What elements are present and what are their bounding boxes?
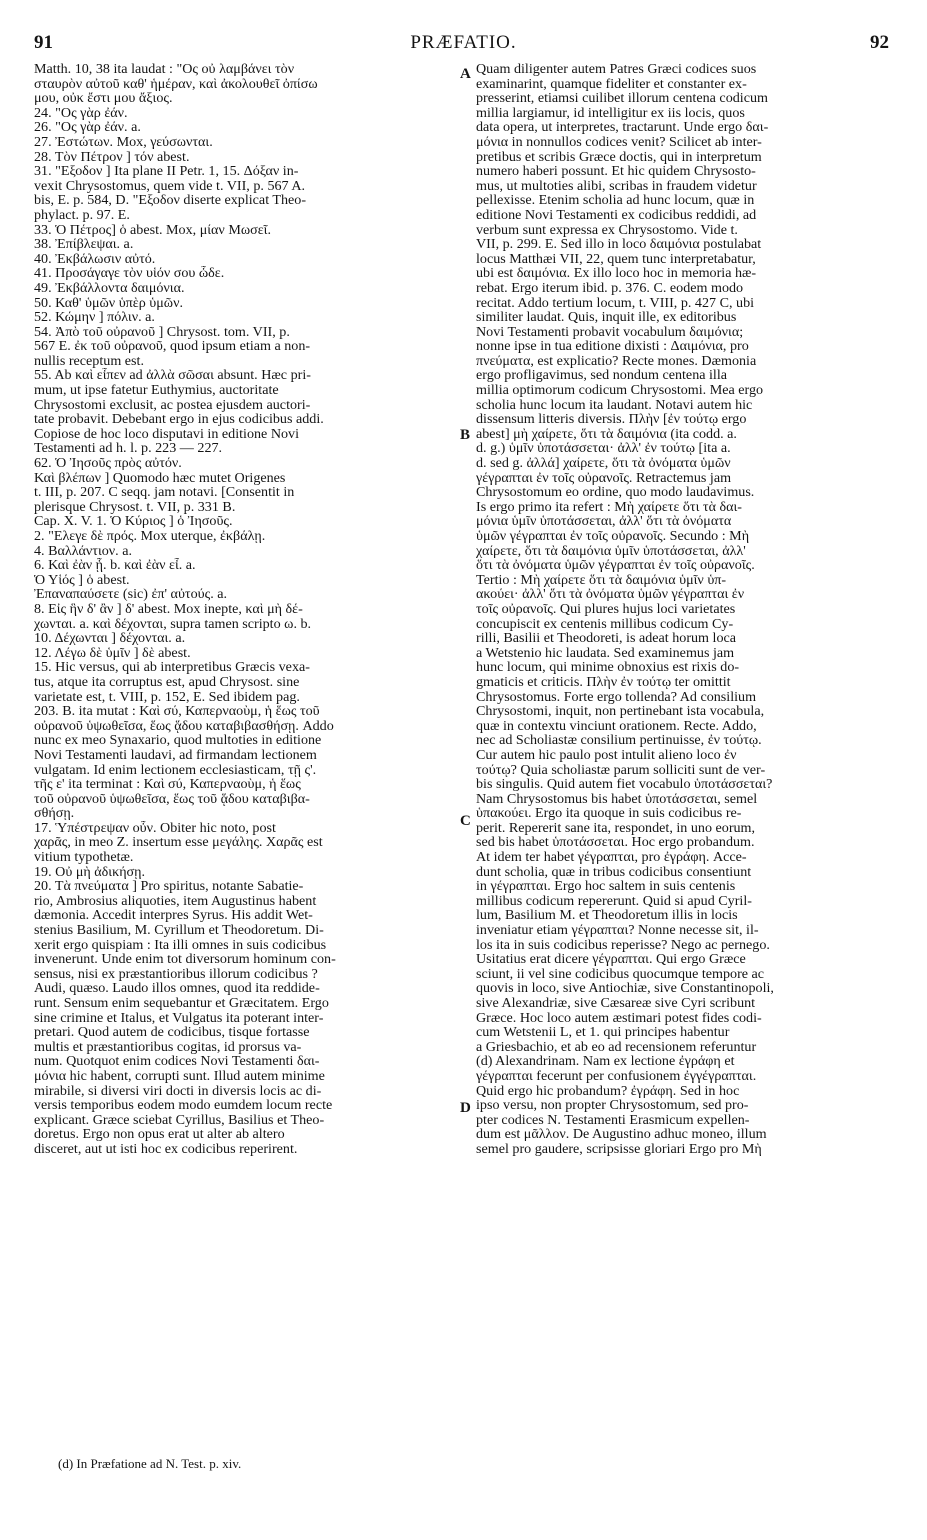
text-line: similiter laudat. Quis, inquit ille, ex editoribus xyxy=(476,310,737,325)
text-line: editione Novi Testamenti ex codicibus reddidi, ad xyxy=(476,207,757,223)
text-line: los ita in suis codicibus reperisse? Nego ac pernego. xyxy=(476,937,770,953)
text-line: ergo profligavimus, sed nondum centena illa xyxy=(476,368,728,384)
text-line: Novi Testamenti probavit vocabulum δαιμόνια; xyxy=(476,324,744,340)
text-line: nonne ipse in tua editione dixisti : Δαιμόνια, pro xyxy=(476,339,749,354)
text-line: 40. Ἐκβάλωσιν αὐτό. xyxy=(34,251,156,267)
text-line: concupiscit ex centenis millibus codicum Cy- xyxy=(476,616,734,632)
left-column xyxy=(34,62,464,1440)
text-line: xerit ergo quispiam : Ita illi omnes in suis codicibus xyxy=(34,937,327,953)
text-line: Καὶ βλέπων ] Quomodo hæc mutet Origenes xyxy=(34,470,286,486)
text-line: plerisque Chrysost. t. VII, p. 331 B. xyxy=(34,499,236,515)
text-line: μου, οὐκ ἔστι μου ἄξιος. xyxy=(34,91,173,106)
text-line: τούτῳ? Quia scholiastæ parum solliciti sunt de ver- xyxy=(476,762,766,778)
text-line: rilli, Basilii et Theodoreti, is adeat horum loca xyxy=(476,631,737,646)
text-line: numero haberi possunt. Et hic quidem Chrysosto- xyxy=(476,164,756,179)
text-line: presserint, etiamsi cuilibet illorum centena codicum xyxy=(476,91,768,106)
text-line: pter codices N. Testamenti Erasmicum expellen- xyxy=(476,1112,750,1128)
text-line: 27. Ἐστώτων. Mox, γεύσωνται. xyxy=(34,134,213,150)
text-line: dum est μᾶλλον. De Augustino adhuc moneo, illum xyxy=(476,1127,767,1142)
margin-letter-c: C xyxy=(460,813,471,829)
text-line: gmaticis et criticis. Πλὴν ἐν τούτῳ ter omittit xyxy=(476,674,731,690)
text-line: hunc locum, qui minime obnoxius est rixis do- xyxy=(476,660,740,675)
text-line: 62. Ὁ Ἰησοῦς πρὸς αὐτόν. xyxy=(34,456,182,471)
text-line: VII, p. 299. E. Sed illo in loco δαιμόνια postulabat xyxy=(476,237,762,252)
text-line: 6. Καὶ ἐὰν ᾖ. b. καὶ ἐὰν εἶ. a. xyxy=(34,558,196,573)
text-line: recitat. Addo tertium locum, t. VIII, p. 427 C, ubi xyxy=(476,295,755,311)
text-line: tate probavit. Debebant ergo in ejus codicibus addi. xyxy=(34,412,324,427)
text-line: 8. Εἰς ἣν δ' ἂν ] δ' abest. Mox inepte, καὶ μὴ δέ- xyxy=(34,601,303,617)
text-line: 50. Καθ' ὑμῶν ὑπὲρ ὑμῶν. xyxy=(34,295,183,311)
text-line: 38. Ἐπίβλεψαι. a. xyxy=(34,237,134,252)
text-line: χαίρετε, ὅτι τὰ δαιμόνια ὑμῖν ὑποτάσσεται, ἀλλ' xyxy=(476,543,746,559)
text-line: Ὁ Υἱός ] ὁ abest. xyxy=(34,572,130,588)
text-line: millibus codicum repererunt. Quid si apud Cyril- xyxy=(476,893,752,909)
text-line: Cur autem hic paulo post intulit alieno loco ἐν xyxy=(476,747,737,763)
text-line: a Wetstenio hic laudata. Sed examinemus jam xyxy=(476,645,735,661)
text-line: mirabile, si diversi viri docti in diversis locis ac di- xyxy=(34,1083,322,1099)
text-line: 12. Λέγω δὲ ὑμῖν ] δὲ abest. xyxy=(34,645,191,661)
right-column xyxy=(476,62,896,1440)
text-line: Quam diligenter autem Patres Græci codices suos xyxy=(476,62,757,77)
text-line: σταυρὸν αὐτοῦ καθ' ἡμέραν, καὶ ἀκολουθεῖ ὀπίσω xyxy=(34,76,318,92)
text-line: 49. Ἐκβάλλοντα δαιμόνια. xyxy=(34,280,185,296)
text-line: At idem ter habet γέγραπται, pro ἐγράφη. Acce- xyxy=(476,850,747,865)
margin-letter-a: A xyxy=(460,66,471,82)
text-line: 15. Hic versus, qui ab interpretibus Græcis vexa- xyxy=(34,660,310,675)
text-line: ακούει· ἀλλ' ὅτι τὰ ὀνόματα ὑμῶν γέγραπται ἐν xyxy=(476,587,745,602)
text-line: γέγραπται fecerunt per confusionem ἐγγέγραπται. xyxy=(476,1068,757,1084)
text-line: 31. "Εξοδον ] Ita plane II Petr. 1, 15. Δόξαν in- xyxy=(34,164,299,179)
text-line: 567 E. ἐκ τοῦ οὐρανοῦ, quod ipsum etiam a non- xyxy=(34,339,311,354)
text-line: bis singulis. Quid autem fiet vocabulo ὑποτάσσεται? xyxy=(476,777,773,792)
text-line: Testamenti ad h. l. p. 223 — 227. xyxy=(34,441,223,457)
text-line: τοῖς οὐρανοῖς. Qui plures hujus loci varietates xyxy=(476,601,736,617)
text-line: Novi Testamenti laudavi, ad firmandam lectionem xyxy=(34,747,317,763)
text-line: quæ in contextu vinciunt orationem. Recte. Addo, xyxy=(476,718,757,734)
text-line: 20. Τὰ πνεύματα ] Pro spiritus, notante Sabatie- xyxy=(34,879,304,894)
text-line: nunc ex meo Synaxario, quod multoties in editione xyxy=(34,733,322,748)
margin-letter-d: D xyxy=(460,1100,471,1116)
text-line: Chrysostomus. Forte ergo tollenda? Ad consilium xyxy=(476,689,757,705)
text-line: μόνια in nonnullos codices venit? Scilicet ab inter- xyxy=(476,134,762,150)
text-line: μόνια hic habent, corrupti sunt. Illud autem minime xyxy=(34,1068,325,1084)
text-line: millia largiamur, id intelligitur ex iis locis, quos xyxy=(476,105,745,121)
text-line: semel pro gaudere, scripsisse gloriari Ergo pro Μὴ xyxy=(476,1141,762,1157)
text-line: t. III, p. 207. C seqq. jam notavi. [Consentit in xyxy=(34,485,295,500)
text-line: μόνια ὑμῖν ὑποτάσσεται, ἀλλ' ὅτι τὰ ὀνόματα xyxy=(476,514,732,529)
text-line: 4. Βαλλάντιον. a. xyxy=(34,543,133,559)
text-line: tus, atque ita corruptus est, apud Chrysost. sine xyxy=(34,674,300,690)
text-line: dissensum litteris diversis. Πλὴν [ἐν τούτῳ ergo xyxy=(476,412,747,427)
text-line: runt. Sensum enim sequebantur et Græcitatem. Ergo xyxy=(34,996,329,1011)
text-line: Is ergo primo ita refert : Μὴ χαίρετε ὅτι τὰ δαι- xyxy=(476,499,742,515)
text-line: dunt scholia, quæ in tribus codicibus consentiunt xyxy=(476,864,752,880)
text-line: d. sed g. ἀλλά] χαίρετε, ὅτι τὰ ὀνόματα ὑμῶν xyxy=(476,456,731,471)
text-line: sciunt, ii vel sine codicibus quocumque tempore ac xyxy=(476,966,765,982)
text-line: 54. Ἀπὸ τοῦ οὐρανοῦ ] Chrysost. tom. VII, p. xyxy=(34,324,290,340)
text-line: Chrysostomi exclusit, ac postea ejusdem auctori- xyxy=(34,397,311,413)
text-line: num. Quotquot enim codices Novi Testamenti δαι- xyxy=(34,1054,320,1069)
text-line: sive Alexandriæ, sive Cæsareæ sive Cyri scribunt xyxy=(476,996,756,1011)
text-line: 55. Ab καὶ εἶπεν ad ἀλλὰ σῶσαι absunt. Hæc pri- xyxy=(34,368,311,384)
running-title: PRÆFATIO. xyxy=(410,32,517,53)
text-line: Audi, quæso. Laudo illos omnes, quod ita reddide- xyxy=(34,981,320,996)
text-line: rebat. Ergo iterum ibid. p. 376. C. eodem modo xyxy=(476,280,744,296)
text-line: invenerunt. Unde enim tot diversorum hominum con- xyxy=(34,952,336,967)
text-line: mus, ut multoties alibi, scribas in fraudem videtur xyxy=(476,178,757,194)
text-line: Chrysostomum eo ordine, quo modo laudavimus. xyxy=(476,485,755,500)
text-line: multis et præstantioribus cogitas, id prorsus va- xyxy=(34,1039,302,1055)
text-line: 17. Ὑπέστρεψαν οὖν. Obiter hic noto, post xyxy=(34,820,276,836)
text-line: ipso versu, non propter Chrysostomum, sed pro- xyxy=(476,1098,749,1113)
page-number-right: 92 xyxy=(870,32,889,53)
text-line: χαρᾶς, in meo Z. insertum esse μεγάλης. Χαρᾶς est xyxy=(34,835,323,851)
text-line: Matth. 10, 38 ita laudat : "Ος οὐ λαμβάνει τὸν xyxy=(34,62,295,77)
text-line: vexit Chrysostomus, quem vide t. VII, p. 567 A. xyxy=(34,178,306,194)
text-line: millia optimorum codicum Chrysostomi. Mea ergo xyxy=(476,383,764,398)
text-line: stenius Basilium, M. Cyrillum et Theodoretum. Di- xyxy=(34,923,324,938)
text-line: ὑπακούει. Ergo ita quoque in suis codicibus re- xyxy=(476,806,742,821)
margin-letter-b: B xyxy=(460,427,471,443)
text-line: vulgatam. Id enim lectionem ecclesiasticam, τῇ ς'. xyxy=(34,762,317,778)
text-line: vitium typothetæ. xyxy=(34,850,134,865)
text-line: ubi est δαιμόνια. Ex illo loco hoc in memoria hæ- xyxy=(476,266,757,281)
text-line: doretus. Ergo non opus erat ut alter ab altero xyxy=(34,1127,285,1142)
text-line: 26. "Ος γὰρ ἐάν. a. xyxy=(34,120,141,135)
text-line: Copiose de hoc loco disputavi in editione Novi xyxy=(34,426,300,442)
text-line: sine crimine et Italus, et Vulgatus ita poterant inter- xyxy=(34,1010,324,1026)
text-line: 203. B. ita mutat : Καὶ σύ, Καπερναοὺμ, ἡ ἕως τοῦ xyxy=(34,704,320,719)
text-line: nec ad Scholiastæ consilium pertinuisse, ἐν τούτῳ. xyxy=(476,733,762,748)
text-line: Tertio : Μὴ χαίρετε ὅτι τὰ δαιμόνια ὑμῖν ὑπ- xyxy=(476,572,727,588)
text-line: mum, ut ipse fatetur Euthymius, auctoritate xyxy=(34,383,279,398)
text-line: quovis in loco, sive Antiochiæ, sive Constantinopoli, xyxy=(476,981,774,996)
text-line: scholia hunc locum ita laudant. Notavi autem hic xyxy=(476,397,753,413)
text-line: dæmonia. Accedit interpres Syrus. His addit Wet- xyxy=(34,908,313,924)
text-line: varietate est, t. VIII, p. 152, E. Sed ibidem pag. xyxy=(34,689,300,705)
text-line: Chrysostomi, inquit, non pertinebant ista vocabula, xyxy=(476,704,765,719)
text-line: 28. Τὸν Πέτρον ] τόν abest. xyxy=(34,149,190,165)
text-line: cum Wetstenii L, et 1. qui principes habentur xyxy=(476,1025,730,1040)
text-line: πνεύματα, est explicatio? Recte mones. Dæmonia xyxy=(476,353,757,369)
text-line: Quid ergo hic probandum? ἐγράφη. Sed in hoc xyxy=(476,1083,740,1099)
text-line: (d) Alexandrinam. Nam ex lectione ἐγράφη et xyxy=(476,1054,735,1069)
text-line: 10. Δέχωνται ] δέχονται. a. xyxy=(34,631,186,646)
text-line: inveniatur etiam γέγραπται? Nonne necesse sit, il- xyxy=(476,923,759,938)
text-line: pretibus et scribis Græce doctis, qui in interpretum xyxy=(476,149,762,165)
text-line: nullis receptum est. xyxy=(34,353,144,369)
text-line: τοῦ οὐρανοῦ ὑψωθεῖσα, ἕως τοῦ ᾅδου καταβιβα- xyxy=(34,791,310,807)
page-number-left: 91 xyxy=(34,32,53,53)
text-line: τῆς ε' ita terminat : Καὶ σύ, Καπερναοὺμ, ἡ ἕως xyxy=(34,777,301,792)
text-line: a Griesbachio, et ab eo ad recensionem referuntur xyxy=(476,1039,757,1055)
text-line: ὑμῶν γέγραπται ἐν τοῖς οὐρανοῖς. Secundo : Μὴ xyxy=(476,529,750,544)
text-line: verbum sunt expressa ex Chrysostomo. Vide t. xyxy=(476,222,738,238)
running-header xyxy=(32,32,895,58)
text-line: Ἐπαναπαύσετε (sic) ἐπ' αὐτούς. a. xyxy=(34,587,228,602)
text-line: 24. "Ος γὰρ ἐάν. xyxy=(34,105,128,121)
text-line: Græce. Hoc loco autem æstimari potest fides codi- xyxy=(476,1010,762,1026)
text-line: phylact. p. 97. E. xyxy=(34,207,130,223)
text-line: 19. Οὐ μὴ ἀδικήσῃ. xyxy=(34,864,146,880)
text-line: sed bis habet ὑποτάσσεται. Hoc ergo probandum. xyxy=(476,835,755,851)
text-line: disceret, aut ut isti hoc ex codicibus reperirent. xyxy=(34,1141,298,1157)
text-line: abest] μὴ χαίρετε, ὅτι τὰ δαιμόνια (ita codd. a. xyxy=(476,426,737,442)
text-line: in γέγραπται. Ergo hoc saltem in suis centenis xyxy=(476,879,736,894)
text-line: sensus, nisi ex præstantioribus illorum codicibus ? xyxy=(34,966,318,982)
text-line: Usitatius erat dicere γέγραπται. Qui ergo Græce xyxy=(476,952,746,967)
text-line: lum, Basilium M. et Theodoretum illis in locis xyxy=(476,908,738,924)
text-line: locus Matthæi VII, 22, quem tunc interpretabatur, xyxy=(476,251,756,267)
text-line: χωνται. a. καὶ δέχονται, supra tamen scripto ω. b. xyxy=(34,616,312,632)
text-line: perit. Repererit sane ita, respondet, in uno eorum, xyxy=(476,820,756,836)
text-line: Cap. X. V. 1. Ὁ Κύριος ] ὁ Ἰησοῦς. xyxy=(34,514,233,529)
text-line: d. g.) ὑμῖν ὑποτάσσεται· ἀλλ' ἐν τούτῳ [ita a. xyxy=(476,441,731,457)
text-line: examinarint, quamque fideliter et constanter ex- xyxy=(476,76,747,92)
text-line: ὅτι τὰ ὀνόματα ὑμῶν γέγραπται ἐν τοῖς οὐρανοῖς. xyxy=(476,558,755,573)
text-line: οὐρανοῦ ὑψωθεῖσα, ἕως ᾅδου καταβιβασθήσῃ. Addo xyxy=(34,718,334,734)
text-line: 33. Ὁ Πέτρος] ὁ abest. Mox, μίαν Μωσεῖ. xyxy=(34,222,271,238)
text-line: pellexisse. Etenim scholia ad hunc locum, quæ in xyxy=(476,193,755,208)
text-line: pretari. Quod autem de codicibus, tisque fortasse xyxy=(34,1025,310,1040)
text-line: bis, E. p. 584, D. "Εξοδον diserte explicat Theo- xyxy=(34,193,307,208)
text-line: data opera, ut interpretes, tractarunt. Unde ergo δαι- xyxy=(476,120,769,135)
text-line: explicant. Græce sciebat Cyrillus, Basilius et Theo- xyxy=(34,1112,325,1128)
text-line: 41. Προσάγαγε τὸν υἱόν σου ὧδε. xyxy=(34,266,225,281)
text-line: rio, Ambrosius aliquoties, item Augustinus habent xyxy=(34,893,317,909)
footnote: (d) In Præfatione ad N. Test. p. xiv. xyxy=(58,1456,242,1471)
text-line: 2. "Ελεγε δὲ πρός. Mox uterque, ἐκβάλῃ. xyxy=(34,529,266,544)
text-line: versis temporibus eodem modo eumdem locum recte xyxy=(34,1098,333,1113)
text-line: γέγραπται ἐν τοῖς οὐρανοῖς. Retractemus jam xyxy=(476,470,732,486)
text-line: 52. Κώμην ] πόλιν. a. xyxy=(34,310,155,325)
text-line: Nam Chrysostomus bis habet ὑποτάσσεται, semel xyxy=(476,791,758,807)
text-line: σθήσῃ. xyxy=(34,806,75,821)
